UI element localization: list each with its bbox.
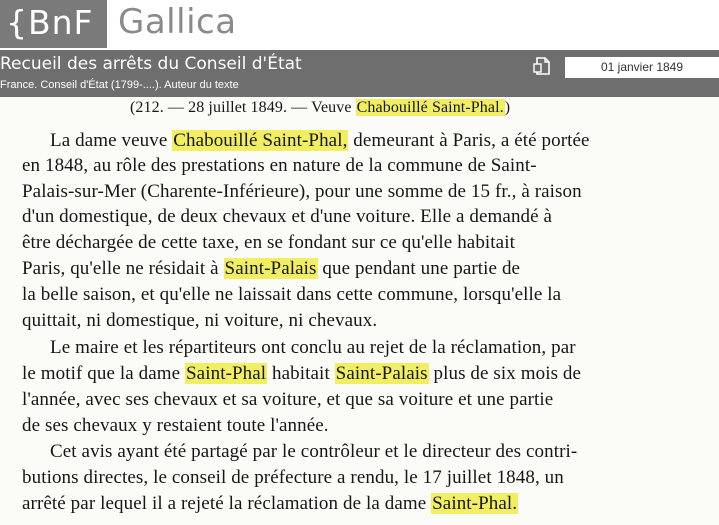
text-line: butions directes, le conseil de préfecture a rendu, le 17 juillet 1848, un <box>22 467 564 488</box>
text-line: de ses chevaux y restaient toute l'année. <box>22 415 329 436</box>
text-line <box>50 130 590 152</box>
text-span: (212. — 28 juillet 1849. — Veuve <box>130 99 356 116</box>
text-line: quittait, ni domestique, ni voiture, ni chevaux. <box>22 310 378 331</box>
document-icon[interactable] <box>532 56 552 76</box>
text-line <box>22 493 518 515</box>
text-line: l'année, avec ses chevaux et sa voiture, et que sa voiture et une partie <box>22 389 554 410</box>
search-highlight: Saint-Palais <box>224 258 317 279</box>
scanned-page <box>0 97 719 525</box>
document-title[interactable]: Recueil des arrêts du Conseil d'État <box>0 54 302 74</box>
text-line: la belle saison, et qu'elle ne laissait dans cette commune, lorsqu'elle la <box>22 284 562 305</box>
text-span: habitait <box>267 363 335 384</box>
text-line: être déchargée de cette taxe, en se fondant sur ce qu'elle habitait <box>22 232 515 253</box>
text-span: ) <box>504 99 511 116</box>
text-span: que pendant une partie de <box>317 258 521 279</box>
date-field[interactable]: 01 janvier 1849 <box>565 57 719 78</box>
site-name[interactable]: Gallica <box>118 2 237 42</box>
logo-text: {BnF <box>6 3 94 42</box>
text-span: demeurant à Paris, a été portée <box>348 130 590 151</box>
search-highlight: Saint-Phal <box>186 363 267 384</box>
text-line: en 1848, au rôle des prestations en nature de la commune de Saint- <box>22 155 537 176</box>
text-line <box>22 258 520 280</box>
document-titlebar <box>0 50 719 97</box>
search-highlight: Chabouillé Saint-Phal, <box>173 130 348 151</box>
text-span: le motif que la dame <box>22 363 186 384</box>
text-line <box>22 363 581 385</box>
text-line: d'un domestique, de deux chevaux et d'une voiture. Elle a demandé à <box>22 206 553 227</box>
search-highlight: Saint-Phal. <box>432 493 518 514</box>
text-line: Palais-sur-Mer (Charente-Inférieure), pour une somme de 15 fr., à raison <box>22 181 582 202</box>
document-author[interactable]: France. Conseil d'État (1799-....). Auteur du texte <box>0 79 239 91</box>
text-span: plus de six mois de <box>428 363 582 384</box>
header <box>0 0 719 50</box>
text-span: La dame veuve <box>50 130 173 151</box>
text-span: arrêté par lequel il a rejeté la réclamation de la dame <box>22 493 432 514</box>
search-highlight: Saint-Palais <box>335 363 428 384</box>
bnf-logo[interactable] <box>0 0 107 48</box>
article-heading <box>130 99 510 117</box>
text-line: Le maire et les répartiteurs ont conclu au rejet de la réclamation, par <box>50 337 576 358</box>
search-highlight: Chabouillé Saint-Phal. <box>356 99 504 116</box>
text-span: Paris, qu'elle ne résidait à <box>22 258 224 279</box>
text-line: Cet avis ayant été partagé par le contrôleur et le directeur des contri- <box>50 441 578 462</box>
page-text <box>0 97 719 525</box>
